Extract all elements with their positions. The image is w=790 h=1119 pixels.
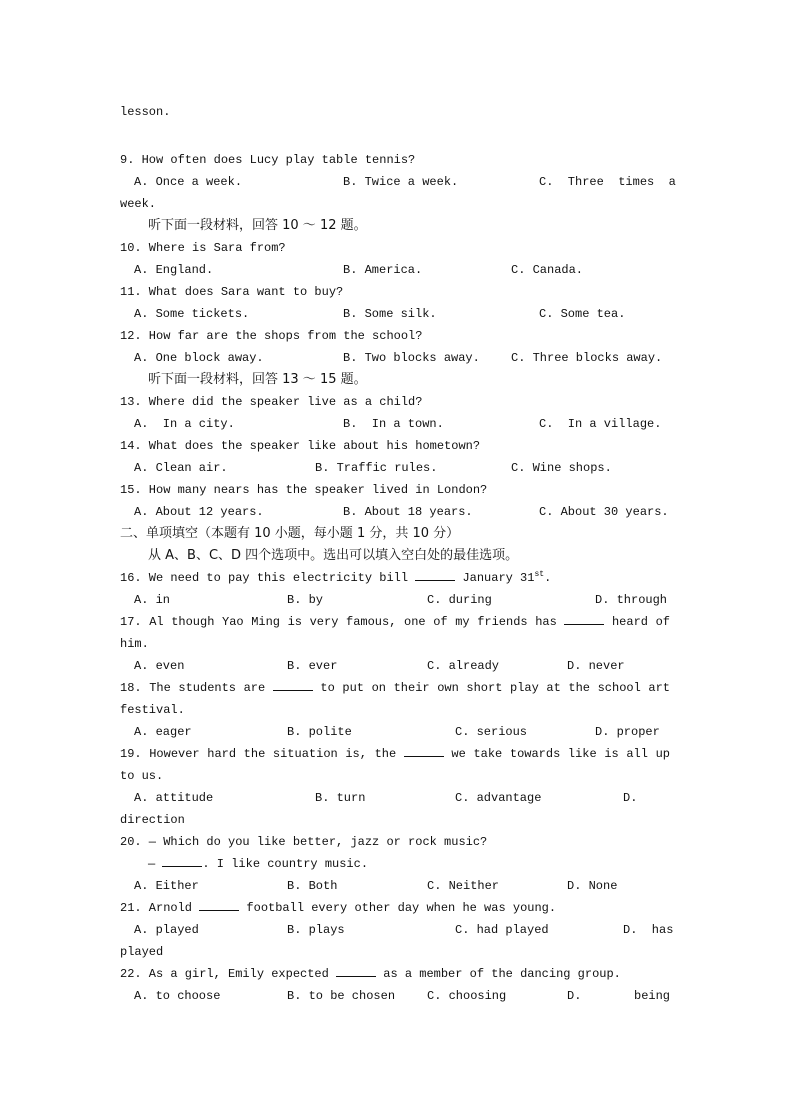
q22-option-d-word: being — [634, 989, 671, 1003]
q20-dash: — — [148, 857, 156, 871]
q19-option-d-cont: direction — [120, 813, 185, 827]
q15-option-a: A. About 12 years. — [134, 505, 264, 519]
answer-blank — [336, 966, 376, 977]
q14-option-a: A. Clean air. — [134, 461, 228, 475]
q11-option-c: C. Some tea. — [539, 307, 626, 321]
question-18 — [120, 680, 670, 696]
q12-option-a: A. One block away. — [134, 351, 264, 365]
q13-option-c: C. In a village. — [539, 417, 662, 431]
question-21 — [120, 900, 670, 916]
q16-text-end: . — [544, 571, 552, 585]
answer-blank — [162, 856, 202, 867]
q14-option-b: B. Traffic rules. — [315, 461, 438, 475]
q9-option-c-cont: week. — [120, 197, 157, 211]
q19-text-pre: 19. However hard the situation is, the — [120, 747, 404, 761]
q13-option-b: B. In a town. — [343, 417, 444, 431]
q16-option-d: D. through — [595, 593, 668, 607]
q18-option-d: D. proper — [595, 725, 660, 739]
q13-option-a: A. In a city. — [134, 417, 235, 431]
question-22 — [120, 966, 670, 982]
q21-text-post: football every other day when he was young. — [239, 901, 557, 915]
q9-option-b: B. Twice a week. — [343, 175, 459, 189]
q9-option-c: C. Three times a — [539, 175, 676, 189]
q18-option-b: B. polite — [287, 725, 352, 739]
q20-text-post: . I like country music. — [202, 857, 369, 871]
intro-line: lesson. — [120, 105, 171, 119]
q12-option-b: B. Two blocks away. — [343, 351, 480, 365]
q19-option-c: C. advantage — [455, 791, 542, 805]
q22-option-d: D. — [567, 989, 582, 1003]
q21-option-b: B. plays — [287, 923, 345, 937]
q16-text-pre: 16. We need to pay this electricity bill — [120, 571, 416, 585]
q17-option-a: A. even — [134, 659, 185, 673]
q19-option-b: B. turn — [315, 791, 366, 805]
q10-option-a: A. England. — [134, 263, 214, 277]
q17-text-pre: 17. Al though Yao Ming is very famous, one of my friends has — [120, 615, 565, 629]
question-9: 9. How often does Lucy play table tennis? — [120, 153, 416, 167]
instruction-10-12: 听下面一段材料，回答 10 ～ 12 题。 — [148, 218, 367, 233]
q9-option-a: A. Once a week. — [134, 175, 243, 189]
q16-option-a: A. in — [134, 593, 171, 607]
q20-option-c: C. Neither — [427, 879, 500, 893]
q11-option-b: B. Some silk. — [343, 307, 437, 321]
q22-option-b: B. to be chosen — [287, 989, 396, 1003]
question-16 — [120, 570, 670, 586]
q20-reply — [148, 856, 368, 872]
q19-option-d: D. — [623, 791, 638, 805]
question-20: 20. — Which do you like better, jazz or rock music? — [120, 835, 488, 849]
q22-text-post: as a member of the dancing group. — [376, 967, 621, 981]
section-2-instruction: 从 A、B、C、D 四个选项中。选出可以填入空白处的最佳选项。 — [148, 548, 519, 563]
q22-text-pre: 22. As a girl, Emily expected — [120, 967, 337, 981]
q18-option-a: A. eager — [134, 725, 192, 739]
question-12: 12. How far are the shops from the school? — [120, 329, 423, 343]
q19-cont: to us. — [120, 769, 164, 783]
question-10: 10. Where is Sara from? — [120, 241, 286, 255]
answer-blank — [404, 746, 444, 757]
q17-option-b: B. ever — [287, 659, 338, 673]
answer-blank — [273, 680, 313, 691]
q21-option-a: A. played — [134, 923, 199, 937]
q19-text-post: we take towards like is all up — [443, 747, 670, 761]
q20-option-a: A. Either — [134, 879, 199, 893]
q11-option-a: A. Some tickets. — [134, 307, 250, 321]
q16-option-c: C. during — [427, 593, 492, 607]
q14-option-c: C. Wine shops. — [511, 461, 612, 475]
question-17 — [120, 614, 670, 630]
q17-option-c: C. already — [427, 659, 500, 673]
question-14: 14. What does the speaker like about his hometown? — [120, 439, 481, 453]
q21-option-d-cont: played — [120, 945, 164, 959]
q17-cont: him. — [120, 637, 149, 651]
q16-sup: st — [534, 570, 545, 579]
answer-blank — [415, 570, 455, 581]
q19-option-a: A. attitude — [134, 791, 214, 805]
q10-option-c: C. Canada. — [511, 263, 584, 277]
q12-option-c: C. Three blocks away. — [511, 351, 663, 365]
q20-option-b: B. Both — [287, 879, 338, 893]
question-19 — [120, 746, 670, 762]
q10-option-b: B. America. — [343, 263, 423, 277]
q20-option-d: D. None — [567, 879, 618, 893]
q21-text-pre: 21. Arnold — [120, 901, 200, 915]
q16-text-post: January 31 — [455, 571, 535, 585]
q18-option-c: C. serious — [455, 725, 528, 739]
q18-text-post: to put on their own short play at the school art — [312, 681, 671, 695]
section-2-heading: 二、单项填空（本题有 10 小题，每小题 1 分，共 10 分） — [120, 526, 460, 541]
q22-option-c: C. choosing — [427, 989, 507, 1003]
q18-text-pre: 18. The students are — [120, 681, 273, 695]
q15-option-c: C. About 30 years. — [539, 505, 669, 519]
q21-option-d: D. has — [623, 923, 674, 937]
q18-cont: festival. — [120, 703, 185, 717]
q15-option-b: B. About 18 years. — [343, 505, 473, 519]
answer-blank — [199, 900, 239, 911]
q22-option-a: A. to choose — [134, 989, 221, 1003]
question-11: 11. What does Sara want to buy? — [120, 285, 344, 299]
answer-blank — [564, 614, 604, 625]
instruction-13-15: 听下面一段材料，回答 13 ～ 15 题。 — [148, 372, 367, 387]
q21-option-c: C. had played — [455, 923, 549, 937]
q17-option-d: D. never — [567, 659, 625, 673]
question-15: 15. How many nears has the speaker lived in London? — [120, 483, 488, 497]
question-13: 13. Where did the speaker live as a child? — [120, 395, 423, 409]
q17-text-post: heard of — [604, 615, 670, 629]
q16-option-b: B. by — [287, 593, 324, 607]
